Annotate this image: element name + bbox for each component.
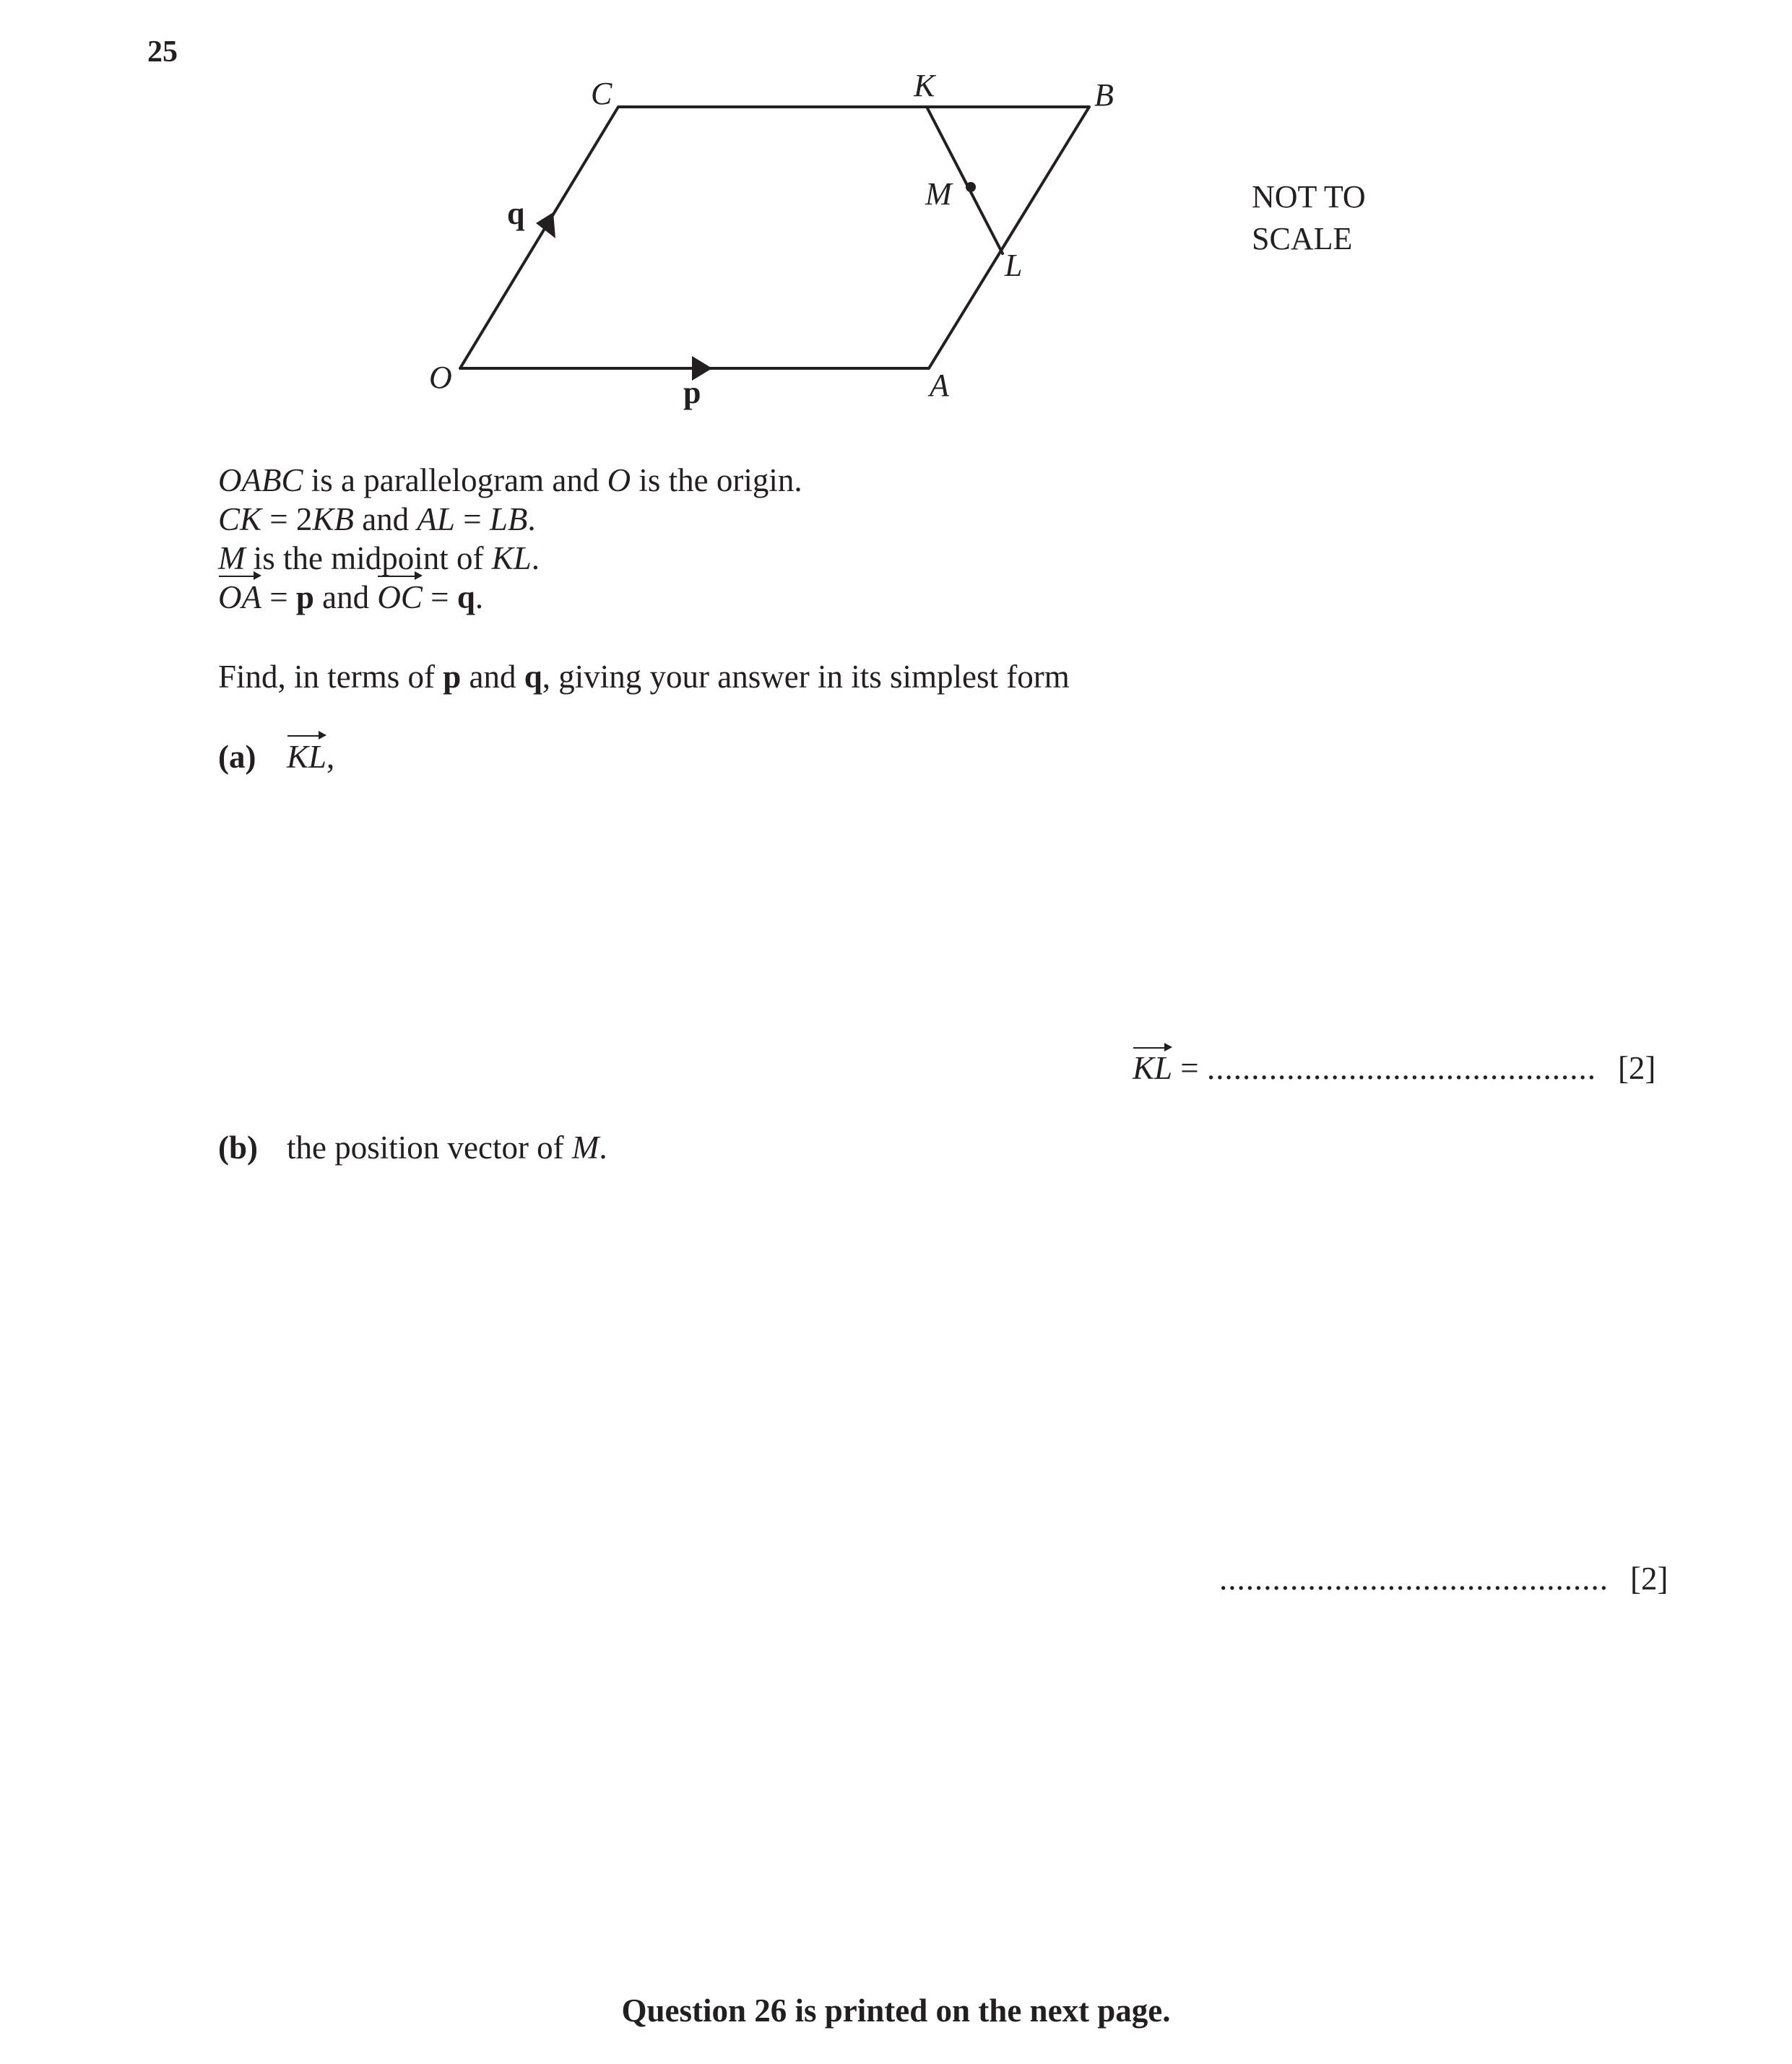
- label-o: O: [429, 360, 452, 395]
- part-a-label: (a): [218, 739, 256, 775]
- not-to-scale-line-1: NOT TO: [1252, 179, 1366, 214]
- answer-a-dots[interactable]: ............................................: [1206, 1050, 1596, 1086]
- label-m: M: [925, 176, 952, 212]
- answer-a-vector-kl: KL: [1133, 1050, 1173, 1086]
- statement-line-2: CK = 2KB and AL = LB.: [218, 501, 536, 537]
- vector-oa: OA: [218, 579, 261, 615]
- point-m: [966, 182, 976, 192]
- statement-line-3: M is the midpoint of KL.: [218, 540, 540, 576]
- arrow-q: [536, 212, 555, 238]
- answer-b-dots[interactable]: ............................................: [1219, 1561, 1609, 1597]
- footer-note: Question 26 is printed on the next page.: [621, 1993, 1171, 2029]
- answer-line-b[interactable]: [1219, 1560, 1668, 1597]
- part-b: (b) the position vector of M.: [218, 1129, 607, 1166]
- label-b: B: [1094, 77, 1114, 113]
- label-c: C: [591, 76, 613, 111]
- vector-kl: KL: [287, 739, 327, 775]
- part-b-label: (b): [218, 1129, 258, 1166]
- not-to-scale-note: [1252, 176, 1366, 260]
- parallelogram-diagram: [0, 0, 1792, 448]
- marks-b: [2]: [1630, 1561, 1668, 1597]
- statement-line-4: OA = p and OC = q.: [218, 579, 484, 615]
- label-l: L: [1005, 248, 1023, 283]
- label-p: p: [683, 375, 701, 410]
- part-a: (a) KL,: [218, 739, 335, 775]
- not-to-scale-line-2: SCALE: [1252, 221, 1353, 256]
- label-k: K: [914, 68, 935, 103]
- label-a: A: [930, 368, 949, 403]
- answer-line-a[interactable]: KL = ............................................ [2]: [1133, 1050, 1656, 1086]
- statement-line-1: OABC is a parallelogram and O is the origin.: [218, 462, 802, 498]
- instruction: Find, in terms of p and q, giving your answer in its simplest form: [218, 659, 1070, 695]
- label-q: q: [507, 196, 525, 231]
- vector-oc: OC: [377, 579, 423, 615]
- problem-statement: [218, 461, 802, 617]
- marks-a: [2]: [1617, 1050, 1656, 1086]
- question-number: 25: [147, 35, 178, 69]
